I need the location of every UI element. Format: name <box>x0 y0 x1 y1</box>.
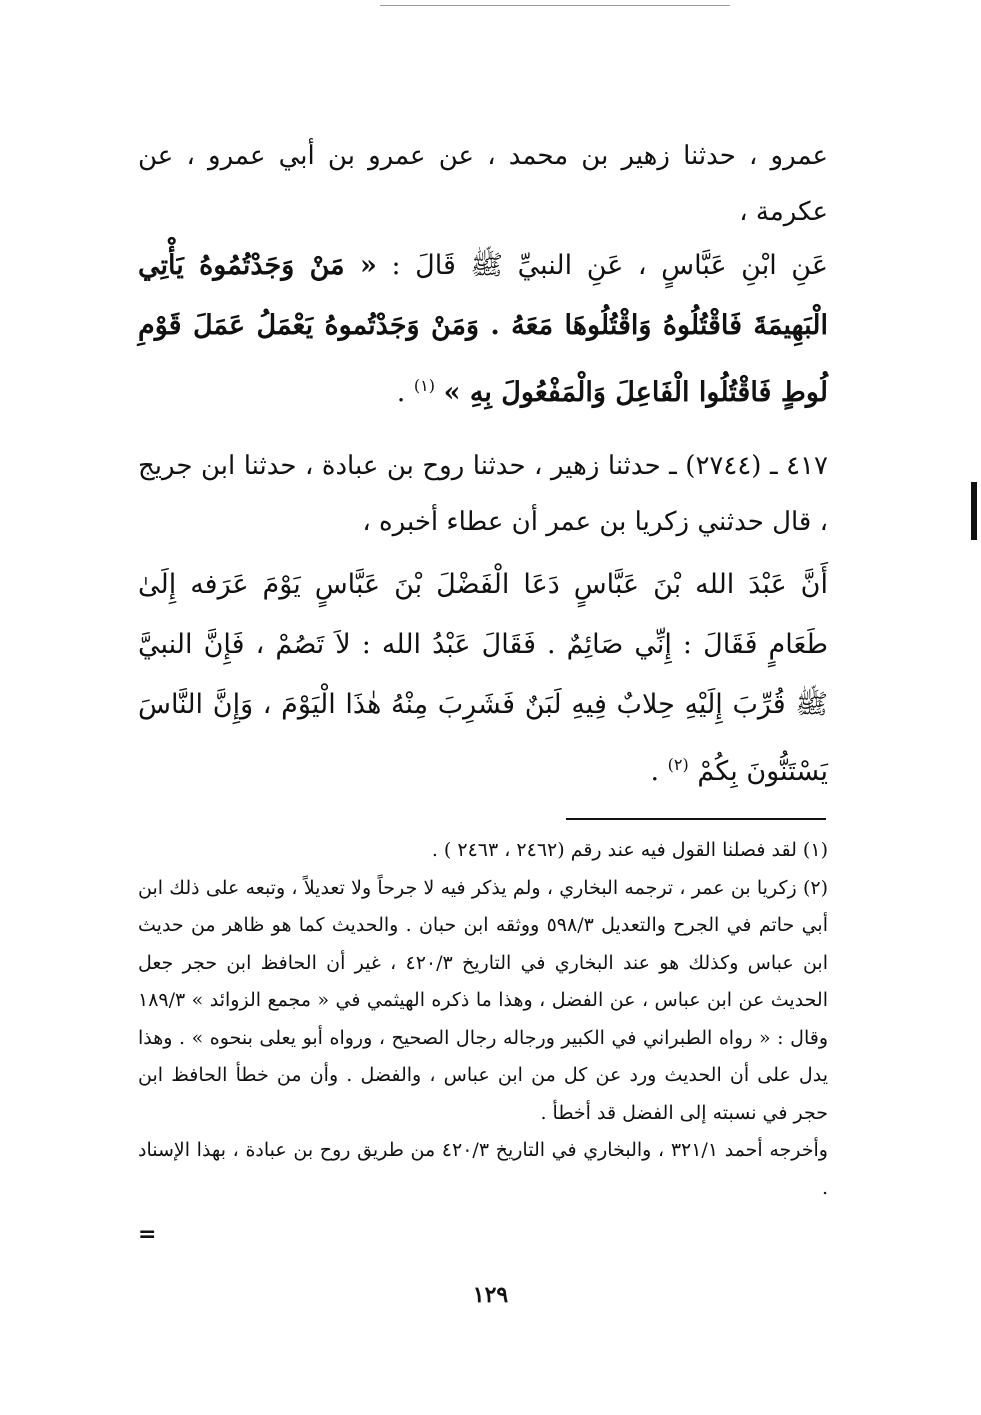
footnote-2: (٢) زكريا بن عمر ، ترجمه البخاري ، ولم يذكر فيه لا جرحاً ولا تعديلاً ، وتبعه على ذلك ابن أبي حاتم في الجرح والتعديل ٥٩٨/٣ ووثقه ابن حبان . والحديث كما هو ظاهر من حديث ابن عباس وكذلك هو عند البخاري في التاريخ ٤٢٠/٣ ، غير أن الحافظ ابن حجر جعل الحديث عن ابن عباس ، عن الفضل ، وهذا ما ذكره الهيثمي في « مجمع الزوائد » ١٨٩/٣ وقال : « رواه الطبراني في الكبير ورجاله رجال الصحيح ، ورواه أبو يعلى بنحوه » . وهذا يدل على أن الحديث ورد عن كل من ابن عباس ، والفضل . وأن من خطأ الحافظ ابن حجر في نسبته إلى الفضل قد أخطأ . <box>138 876 828 1124</box>
top-rule <box>380 5 730 6</box>
hadith-end-1: . <box>396 377 406 408</box>
continuation-mark: = <box>138 1222 157 1247</box>
footnote-ref-2: (٢) <box>667 755 689 774</box>
isnad-text-1: عمرو ، حدثنا زهير بن محمد ، عن عمرو بن أبي عمرو ، عن عكرمة ، <box>138 141 828 227</box>
isnad-paragraph-2 <box>138 438 828 550</box>
page-number: ١٢٩ <box>472 1282 509 1308</box>
hadith-matn-2: أَنَّ عَبْدَ الله بْنَ عَبَّاسٍ دَعَا الْفَضْلَ بْنَ عَبَّاسٍ يَوْمَ عَرَفه إِلَىٰ طَعَامٍ فَقَالَ : إِنِّي صَائِمٌ . فَقَالَ عَبْدُ الله : لاَ تَصُمْ ، فَإِنَّ النبيَّ ﷺ قُرِّبَ إِلَيْهِ حِلابٌ فِيهِ لَبَنٌ فَشَرِبَ مِنْهُ هٰذَا الْيَوْمَ ، وَإِنَّ النَّاسَ يَسْتَنُّونَ بِكُمْ <box>138 569 828 787</box>
footnote-ref-1: (١) <box>413 376 436 395</box>
hadith-paragraph-1 <box>138 236 828 423</box>
hadith-intro-1: عَنِ ابْنِ عَبَّاسٍ ، عَنِ النبيِّ ﷺ قَالَ : <box>391 250 828 281</box>
footnote-separator <box>566 818 826 820</box>
footnote-3: وأخرجه أحمد ٣٢١/١ ، والبخاري في التاريخ ٤٢٠/٣ من طريق روح بن عبادة ، بهذا الإسناد . <box>138 1139 828 1199</box>
isnad-text-2: ٤١٧ ـ (٢٧٤٤) ـ حدثنا زهير ، حدثنا روح بن عبادة ، حدثنا ابن جريج ، قال حدثني زكريا بن عمر أن عطاء أخبره ، <box>138 451 828 537</box>
hadith-end-2: . <box>650 756 660 787</box>
page-edge-marker <box>971 482 977 540</box>
isnad-paragraph-1 <box>138 128 828 240</box>
footnotes-section <box>138 832 828 1207</box>
footnote-1: (١) لقد فصلنا القول فيه عند رقم (٢٤٦٢ ، ٢٤٦٣ ) . <box>431 839 828 861</box>
hadith-matn-1: « مَنْ وَجَدْتُمُوهُ يَأْتِي الْبَهِيمَةَ فَاقْتُلُوهُ وَاقْتُلُوهَا مَعَهُ . وَمَنْ وَجَدْتُموهُ يَعْمَلُ عَمَلَ قَوْمِ لُوطٍ فَاقْتُلُوا الْفَاعِلَ وَالْمَفْعُولَ بِهِ » <box>138 250 828 408</box>
hadith-paragraph-2 <box>138 555 828 802</box>
